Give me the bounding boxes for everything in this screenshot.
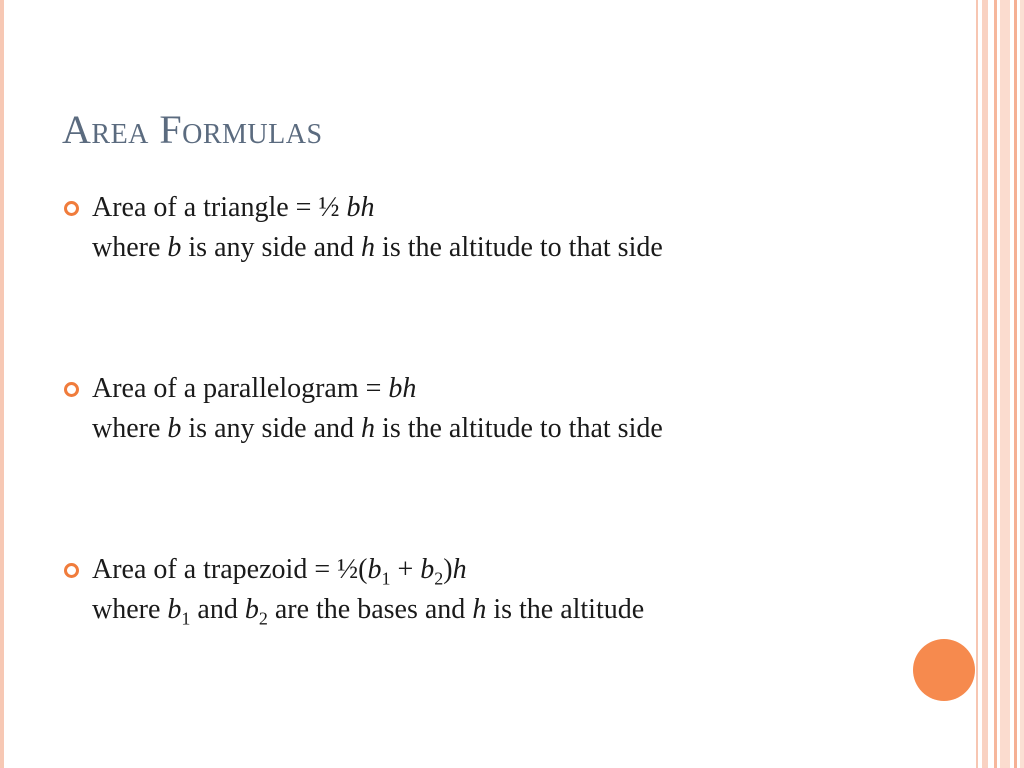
text-run: and (190, 594, 245, 625)
text-run: where (92, 232, 168, 263)
text-run: b (420, 554, 435, 585)
text-run: is the altitude to that side (375, 413, 663, 444)
parallelogram-explanation (92, 409, 900, 449)
bullet-parallelogram (60, 369, 900, 449)
triangle-explanation (92, 228, 900, 268)
text-run: ½ (337, 554, 359, 585)
text-run: ) (443, 554, 453, 585)
bullet-triangle (60, 188, 900, 268)
text-run: Area of a triangle = (92, 192, 319, 223)
text-run: is the altitude (486, 594, 645, 625)
text-run: b (367, 554, 382, 585)
text-run: is the altitude to that side (375, 232, 663, 263)
text-run: ( (358, 554, 368, 585)
stripe-5 (1014, 0, 1017, 768)
decorative-stripes (976, 0, 1024, 768)
bullet-trapezoid (60, 550, 900, 630)
text-run: is any side and (181, 232, 362, 263)
stripe-2 (982, 0, 988, 768)
trapezoid-explanation (92, 590, 900, 630)
text-run: where (92, 594, 168, 625)
bullet-ring-icon (64, 563, 79, 578)
text-run: h (361, 232, 376, 263)
trapezoid-formula (92, 550, 900, 590)
stripe-1 (976, 0, 978, 768)
slide-title: Area Formulas (62, 107, 323, 152)
text-run: b (167, 413, 182, 444)
text-run: Area of a parallelogram = (92, 373, 389, 404)
text-run: h (361, 413, 376, 444)
bullet-ring-icon (64, 382, 79, 397)
text-run: b (167, 232, 182, 263)
text-run: b (244, 594, 259, 625)
text-run: h (452, 554, 467, 585)
stripe-6 (1020, 0, 1024, 768)
bullet-ring-icon (64, 201, 79, 216)
text-run: bh (388, 373, 417, 404)
text-run: is any side and (181, 413, 362, 444)
left-border-stripe (0, 0, 4, 768)
text-run: 1 (181, 608, 191, 629)
text-run: are the bases and (267, 594, 473, 625)
decorative-circle (913, 639, 975, 701)
text-run: 2 (434, 568, 444, 589)
text-run: + (390, 554, 421, 585)
stripe-4 (1000, 0, 1010, 768)
parallelogram-formula (92, 369, 900, 409)
text-run: Area of a trapezoid = (92, 554, 338, 585)
text-run: bh (346, 192, 375, 223)
text-run: ½ (318, 192, 340, 223)
text-run: b (167, 594, 182, 625)
text-run: where (92, 413, 168, 444)
stripe-3 (994, 0, 997, 768)
text-run: 1 (381, 568, 391, 589)
text-run: h (472, 594, 487, 625)
text-run: 2 (258, 608, 268, 629)
triangle-formula (92, 188, 900, 228)
bullet-list (60, 188, 900, 630)
